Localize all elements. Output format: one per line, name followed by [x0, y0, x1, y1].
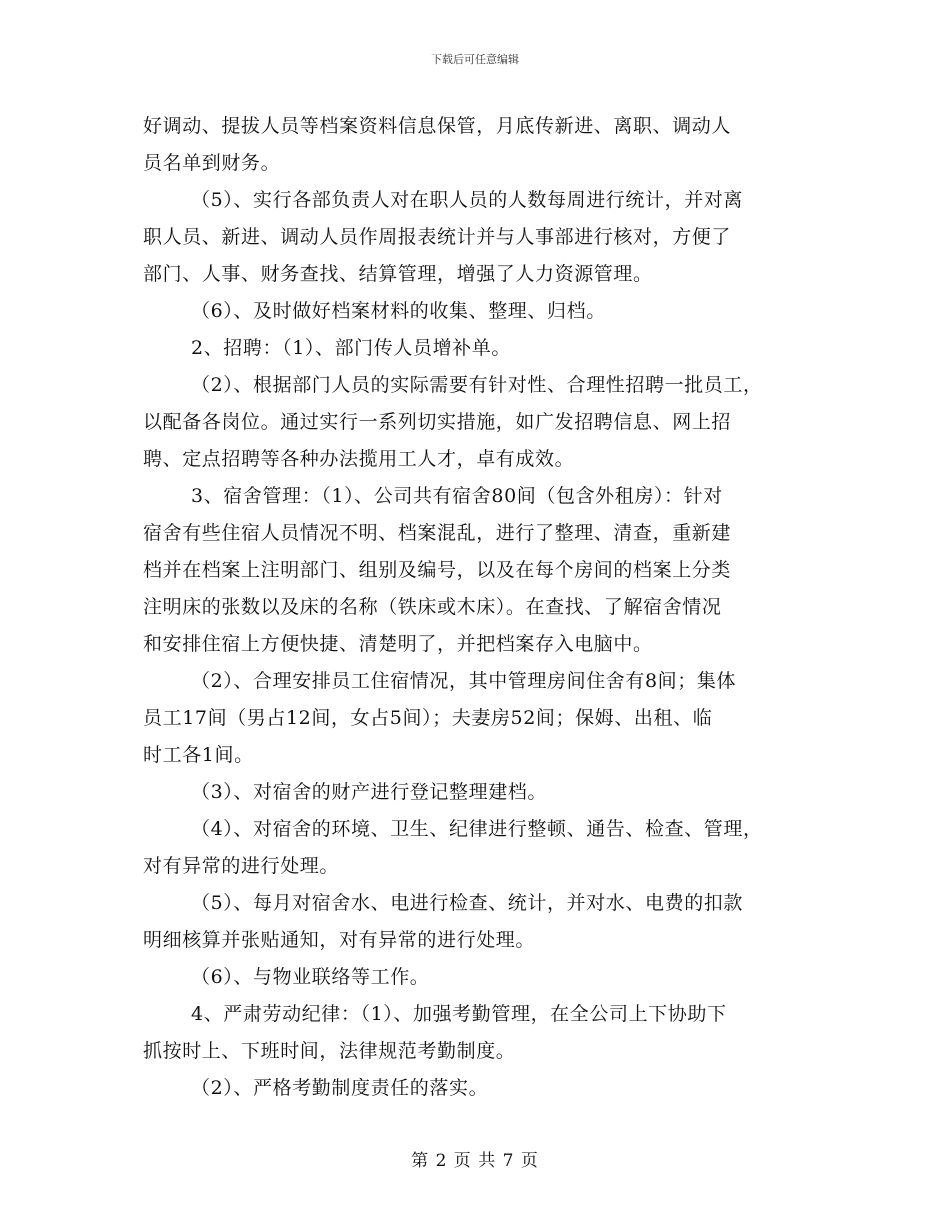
text-line: 时工各1间。 [143, 744, 254, 766]
document-body [143, 108, 833, 1107]
page-header: 下载后可任意编辑 [431, 53, 519, 66]
text-line: （2）、合理安排员工住宿情况，其中管理房间住舍有8间；集体 [191, 670, 737, 692]
text-line: 2、招聘：（1）、部门传人员增补单。 [191, 337, 511, 359]
text-line: （2）、严格考勤制度责任的落实。 [191, 1077, 489, 1099]
text-line: 对有异常的进行处理。 [143, 855, 340, 877]
text-line: 宿舍有些住宿人员情况不明、档案混乱，进行了整理、清查，重新建 [143, 522, 732, 544]
text-line: （2）、根据部门人员的实际需要有针对性、合理性招聘一批员工， [191, 374, 763, 396]
text-line: 好调动、提拔人员等档案资料信息保管，月底传新进、离职、调动人 [143, 115, 732, 137]
text-line: 注明床的张数以及床的名称（铁床或木床）。在查找、了解宿舍情况 [143, 596, 722, 618]
text-line: （5）、每月对宿舍水、电进行检查、统计，并对水、电费的扣款 [191, 892, 743, 914]
text-line: 员名单到财务。 [143, 152, 281, 174]
text-line: （3）、对宿舍的财产进行登记整理建档。 [191, 781, 547, 803]
text-line: 4、严肃劳动纪律：（1）、加强考勤管理，在全公司上下协助下 [191, 1003, 727, 1025]
text-line: 员工17间（男占12间，女占5间）；夫妻房52间；保姆、出租、临 [143, 707, 713, 729]
page-number: 第 2 页 共 7 页 [411, 1151, 539, 1171]
text-line: 职人员、新进、调动人员作周报表统计并与人事部进行核对，方便了 [143, 226, 732, 248]
text-line: 部门、人事、财务查找、结算管理，增强了人力资源管理。 [143, 263, 653, 285]
text-line: 档并在档案上注明部门、组别及编号，以及在每个房间的档案上分类 [143, 559, 732, 581]
text-line: 聘、定点招聘等各种办法揽用工人才，卓有成效。 [143, 448, 575, 470]
text-line: （6）、与物业联络等工作。 [191, 966, 430, 988]
text-line: （6）、及时做好档案材料的收集、整理、归档。 [191, 300, 606, 322]
text-line: 以配备各岗位。通过实行一系列切实措施，如广发招聘信息、网上招 [143, 411, 732, 433]
text-line: 和安排住宿上方便快捷、清楚明了，并把档案存入电脑中。 [143, 633, 653, 655]
text-line: （4）、对宿舍的环境、卫生、纪律进行整顿、通告、检查、管理， [191, 818, 763, 840]
text-line: 抓按时上、下班时间，法律规范考勤制度。 [143, 1040, 516, 1062]
text-line: 3、宿舍管理：（1）、公司共有宿舍80间（包含外租房）：针对 [191, 485, 723, 507]
text-line: 明细核算并张贴通知，对有异常的进行处理。 [143, 929, 536, 951]
text-line: （5）、实行各部负责人对在职人员的人数每周进行统计，并对离 [191, 189, 743, 211]
